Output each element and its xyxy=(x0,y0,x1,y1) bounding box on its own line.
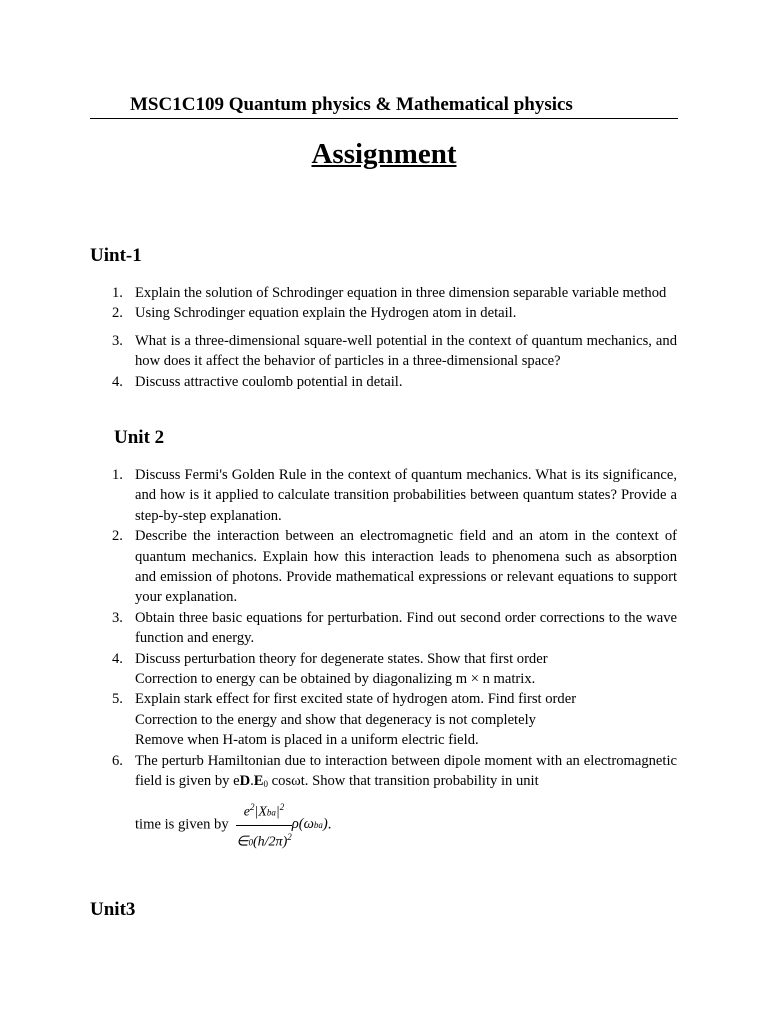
list-item xyxy=(90,283,677,303)
item-number: 4. xyxy=(112,650,123,667)
item-text-line: Correction to the energy and show that degeneracy is not completely xyxy=(135,711,536,728)
item-text: Using Schrodinger equation explain the Hydrogen atom in detail. xyxy=(135,305,517,322)
item-text: time is given by xyxy=(135,815,229,832)
item-text: Discuss attractive coulomb potential in detail. xyxy=(135,373,403,390)
item-number: 2. xyxy=(112,305,123,322)
list-item xyxy=(90,526,677,608)
list-item xyxy=(90,649,677,690)
header-rule xyxy=(90,118,678,119)
item-number: 2. xyxy=(112,528,123,545)
item-text: What is a three-dimensional square-well potential in the context of quantum mechanics, and how does it affect the behavior of particles in a three-dimensional space? xyxy=(135,332,677,370)
list-item xyxy=(90,303,677,323)
item-text-line: Correction to energy can be obtained by diagonalizing m × n matrix. xyxy=(135,671,536,688)
item-number: 1. xyxy=(112,285,123,301)
item-number: 1. xyxy=(112,467,123,483)
dipole-symbol: D xyxy=(239,773,251,790)
item-number: 3. xyxy=(112,609,123,626)
item-text: Describe the interaction between an electromagnetic field and an atom in the context of quantum mechanics. Explain how this interaction leads to phenomena such as absorption and emission of photons. Provide mathematical expressions or relevant equations to support your explanation. xyxy=(135,528,677,606)
list-item xyxy=(90,372,677,392)
transition-probability-formula: $\frac{e^2|Xba|^2}{\in 0(h/2\pi)^2}$ xyxy=(236,797,291,853)
item-number: 4. xyxy=(112,373,123,390)
page-title: Assignment xyxy=(311,138,457,170)
list-item xyxy=(90,689,677,750)
unit3-heading: Unit3 xyxy=(90,899,136,920)
item-text: Discuss Fermi's Golden Rule in the context of quantum mechanics. What is its significance, and how is it applied to calculate transition probabilities between quantum states? Provide a step-by-step explanation. xyxy=(135,467,677,524)
unit1-heading: Uint-1 xyxy=(90,245,142,266)
item-text: cosωt. Show that transition probability in unit xyxy=(268,773,539,790)
item-text-line: Explain stark effect for first excited state of hydrogen atom. Find first order xyxy=(135,691,577,708)
unit1-question-list xyxy=(90,283,677,392)
list-item xyxy=(90,465,677,526)
item-text-line: Remove when H-atom is placed in a uniform electric field. xyxy=(135,732,479,749)
item-text-line: Discuss perturbation theory for degenerate states. Show that first order xyxy=(135,650,548,667)
item-text: The perturb Hamiltonian due to interaction between dipole moment with an electromagnetic field is given by e xyxy=(135,752,677,790)
item-number: 5. xyxy=(112,691,123,708)
list-item: 6. The perturb Hamiltonian due to interaction between dipole moment with an electromagnetic field is given by $eD.E_0$ cosωt. Show that transition probability in unit time is given by $\frac{e^2|Xba|^2}{\in 0(h/2\pi)^2}$ ρ(ωba). xyxy=(90,751,677,853)
item-number: 3. xyxy=(112,332,123,349)
field-symbol: E xyxy=(253,773,264,790)
item-text: Obtain three basic equations for perturbation. Find out second order corrections to the wave function and energy. xyxy=(135,609,677,647)
unit2-question-list xyxy=(90,465,677,853)
list-item xyxy=(90,331,677,372)
item-text: Explain the solution of Schrodinger equation in three dimension separable variable method xyxy=(135,285,667,301)
item-number: 6. xyxy=(112,752,123,769)
unit2-heading: Unit 2 xyxy=(114,427,165,448)
list-item xyxy=(90,608,677,649)
course-title: MSC1C109 Quantum physics & Mathematical physics xyxy=(130,94,573,115)
